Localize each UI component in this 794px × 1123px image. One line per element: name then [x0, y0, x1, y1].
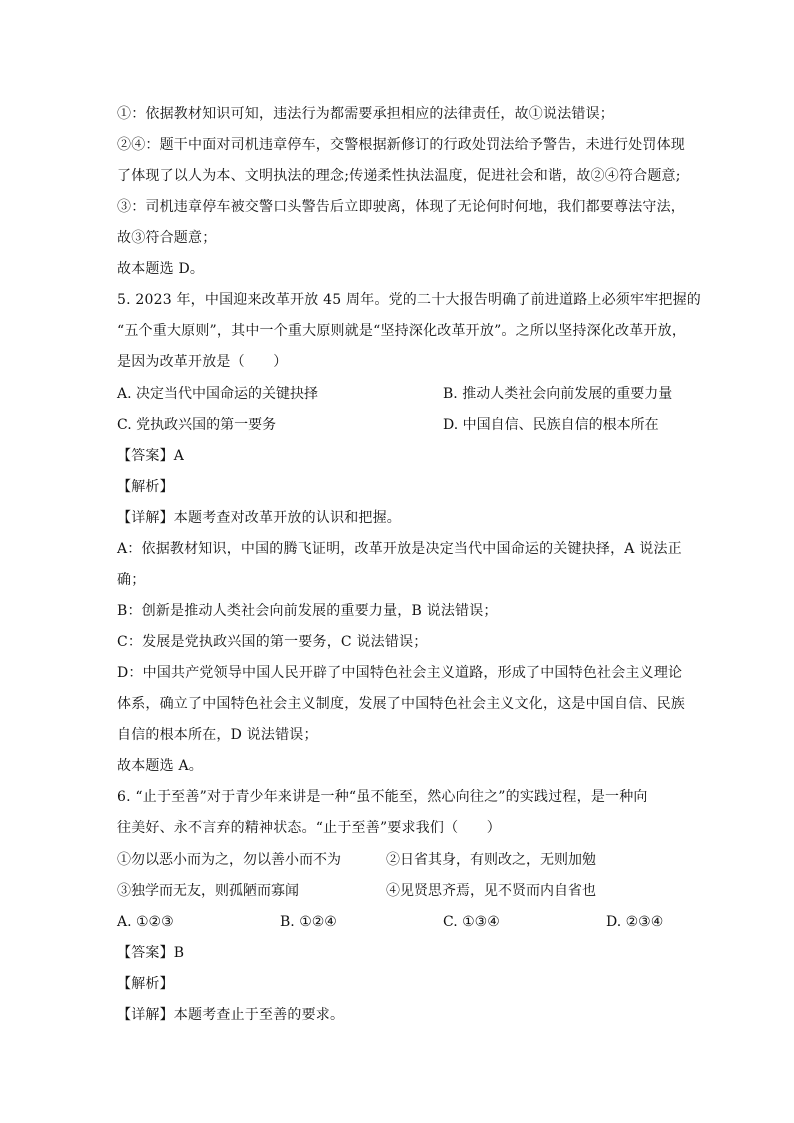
prev-line-5: 故③符合题意；	[117, 230, 217, 246]
q5-explain-b: B：创新是推动人类社会向前发展的重要力量，B 说法错误；	[117, 603, 498, 619]
q6-option-c: C. ①③④	[443, 914, 500, 930]
q5-option-a: A. 决定当代中国命运的关键抉择	[117, 386, 319, 402]
q5-stem-line-3: 是因为改革开放是（ ）	[117, 354, 288, 370]
prev-line-3: 了体现了以人为本、文明执法的理念;传递柔性执法温度，促进社会和谐，故②④符合题意;	[117, 168, 681, 184]
q5-conclusion: 故本题选 A。	[117, 758, 203, 774]
q6-analysis-heading: 【解析】	[117, 976, 174, 992]
prev-line-2: ②④：题干中面对司机违章停车，交警根据新修订的行政处罚法给予警告，未进行处罚体现	[117, 137, 685, 153]
q5-explain-d-3: 自信的根本所在，D 说法错误；	[117, 727, 318, 743]
q5-explain-a-1: A：依据教材知识，中国的腾飞证明，改革开放是决定当代中国命运的关键抉择，A 说法正	[117, 541, 682, 557]
q5-explain-d-1: D：中国共产党领导中国人民开辟了中国特色社会主义道路，形成了中国特色社会主义理论	[117, 665, 683, 681]
q5-explain-a-2: 确；	[117, 572, 146, 588]
prev-line-1: ①：依据教材知识可知，违法行为都需要承担相应的法律责任，故①说法错误；	[117, 106, 614, 122]
q6-stem-line-2: 往美好、永不言弃的精神状态。“止于至善”要求我们（ ）	[117, 820, 501, 836]
q5-stem-line-1: 5. 2023 年，中国迎来改革开放 45 周年。党的二十大报告明确了前进道路上必须牢牢把握的	[117, 292, 701, 308]
q5-option-b: B. 推动人类社会向前发展的重要力量	[443, 386, 673, 402]
q6-option-d: D. ②③④	[606, 914, 664, 930]
q6-option-a: A. ①②③	[117, 914, 174, 930]
prev-conclusion: 故本题选 D。	[117, 261, 205, 277]
q6-statement-1: ①勿以恶小而为之，勿以善小而不为	[117, 852, 341, 868]
prev-line-4: ③：司机违章停车被交警口头警告后立即驶离，体现了无论何时何地，我们都要尊法守法，	[117, 199, 685, 215]
q6-stem-line-1: 6. “止于至善”对于青少年来讲是一种“虽不能至，然心向往之”的实践过程，是一种向	[117, 789, 648, 805]
q5-detail: 【详解】本题考查对改革开放的认识和把握。	[117, 510, 401, 526]
q5-option-c: C. 党执政兴国的第一要务	[117, 417, 277, 433]
q6-statement-3: ③独学而无友，则孤陋而寡闻	[117, 883, 299, 899]
q5-explain-d-2: 体系，确立了中国特色社会主义制度，发展了中国特色社会主义文化，这是中国自信、民族	[117, 696, 685, 712]
q5-analysis-heading: 【解析】	[117, 479, 174, 495]
q6-detail: 【详解】本题考查止于至善的要求。	[117, 1007, 345, 1023]
q5-stem-line-2: “五个重大原则”，其中一个重大原则就是“坚持深化改革开放”。之所以坚持深化改革开放，	[117, 323, 687, 339]
q5-option-d: D. 中国自信、民族自信的根本所在	[443, 417, 659, 433]
q5-answer: 【答案】A	[117, 448, 185, 464]
q6-statement-4: ④见贤思齐焉，见不贤而内自省也	[386, 883, 596, 899]
q6-option-b: B. ①②④	[280, 914, 337, 930]
q6-statement-2: ②日省其身，有则改之，无则加勉	[386, 852, 596, 868]
q5-explain-c: C：发展是党执政兴国的第一要务，C 说法错误；	[117, 634, 428, 650]
q6-answer: 【答案】B	[117, 945, 185, 961]
